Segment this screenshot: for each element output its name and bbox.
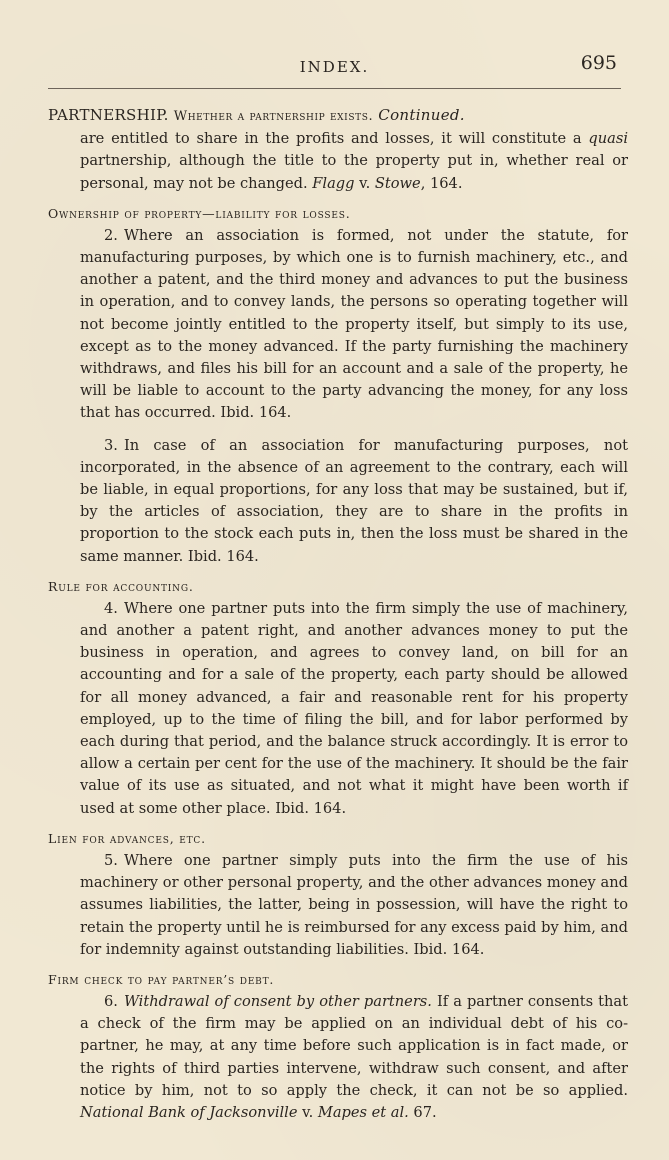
intro-cite-v: v. <box>354 174 375 192</box>
section-heading-firm-check: Firm check to pay partner’s debt. <box>48 971 275 987</box>
paragraph-5 <box>48 850 628 961</box>
intro-text-before: are entitled to share in the profits and losses, it will constitute a <box>80 130 589 148</box>
intro-cite-case: Flagg <box>312 174 355 192</box>
paragraph-text: If a partner consents that a check of the firm may be applied on an individual debt of his co-partner, he may, at any time before such application is in fact made, or the rights of third parties intervene, withdraw such consent, and after notice by him, not to so apply the check, it can not be so applied. <box>80 992 628 1099</box>
cite-page: 67. <box>408 1103 437 1121</box>
paragraph-lead-italic: Withdrawal of consent by other partners. <box>123 992 432 1010</box>
paragraph-text: Where an association is formed, not under the statute, for manufacturing purposes, by which one is to furnish machinery, etc., and another a patent, and the third money and advances to put the business in operation, and to convey lands, the persons so operating together will not become jointly entitled to the property itself, but simply to its use, except as to the money advanced. If the party furnishing the machinery withdraws, and files his bill for an account and a sale of the property, he will be liable to account to the party advancing the money, for any loss that has occurred. Ibid. 164. <box>80 226 628 422</box>
header-rule <box>48 88 621 89</box>
cite-case: National Bank of Jacksonville <box>80 1103 298 1121</box>
intro-paragraph <box>48 128 628 195</box>
paragraph-number: 5. <box>104 851 118 869</box>
intro-cite-party: Stowe <box>374 174 421 192</box>
topic-sub: Whether a partnership exists. <box>173 109 374 124</box>
topic-main: PARTNERSHIP. <box>48 106 169 124</box>
intro-cite-page: , 164. <box>420 174 463 192</box>
topic-continued: Continued. <box>378 106 465 124</box>
paragraph-text: In case of an association for manufacturing purposes, not incorporated, in the absence of an agreement to the contrary, each will be liable, in equal proportions, for any loss that may be sustained, but if, by the articles of association, they are to share in the profits in proportion to the stock each puts in, then the loss must be shared in the same manner. Ibid. 164. <box>80 436 628 565</box>
cite-party: Mapes et al. <box>317 1103 409 1121</box>
intro-quasi: quasi <box>588 130 628 148</box>
cite-v: v. <box>297 1103 318 1121</box>
paragraph-2 <box>48 225 628 425</box>
paragraph-number: 2. <box>104 226 118 244</box>
paragraph-text: Where one partner puts into the firm simply the use of machinery, and another a patent right, and another advances money to put the business in operation, and agrees to convey land, on bill for an accounting and for a sale of the property, each party should be allowed for all money advanced, a fair and reasonable rent for his property employed, up to the time of filing the bill, and for labor performed by each during that period, and the balance struck accordingly. It is error to allow a certain per cent for the use of the machinery. It should be the fair value of its use as situated, and not what it might have been worth if used at some other place. Ibid. 164. <box>80 599 628 817</box>
paragraph-6 <box>48 991 628 1124</box>
paragraph-number: 6. <box>104 992 118 1010</box>
paragraph-number: 4. <box>104 599 118 617</box>
running-title: INDEX. <box>299 58 370 76</box>
paragraph-4 <box>48 598 628 820</box>
intro-text-after: partnership, although the title to the property put in, whether real or personal, may not be changed. <box>80 152 628 192</box>
page-number: 695 <box>580 52 617 74</box>
section-heading-rule-for-accounting: Rule for accounting. <box>48 578 194 594</box>
section-heading-ownership: Ownership of property—liability for losses. <box>48 205 351 221</box>
paragraph-number: 3. <box>104 436 118 454</box>
paragraph-text: Where one partner simply puts into the firm the use of his machinery or other personal property, and the other advances money and assumes liabilities, the latter, being in possession, will have the right to retain the property until he is reimbursed for any excess paid by him, and for indemnity against outstanding liabilities. Ibid. 164. <box>80 851 628 958</box>
index-content <box>48 104 628 1124</box>
running-head <box>0 52 669 82</box>
section-heading-lien-for-advances: Lien for advances, etc. <box>48 830 206 846</box>
paragraph-3 <box>48 435 628 568</box>
topic-heading <box>48 104 628 128</box>
